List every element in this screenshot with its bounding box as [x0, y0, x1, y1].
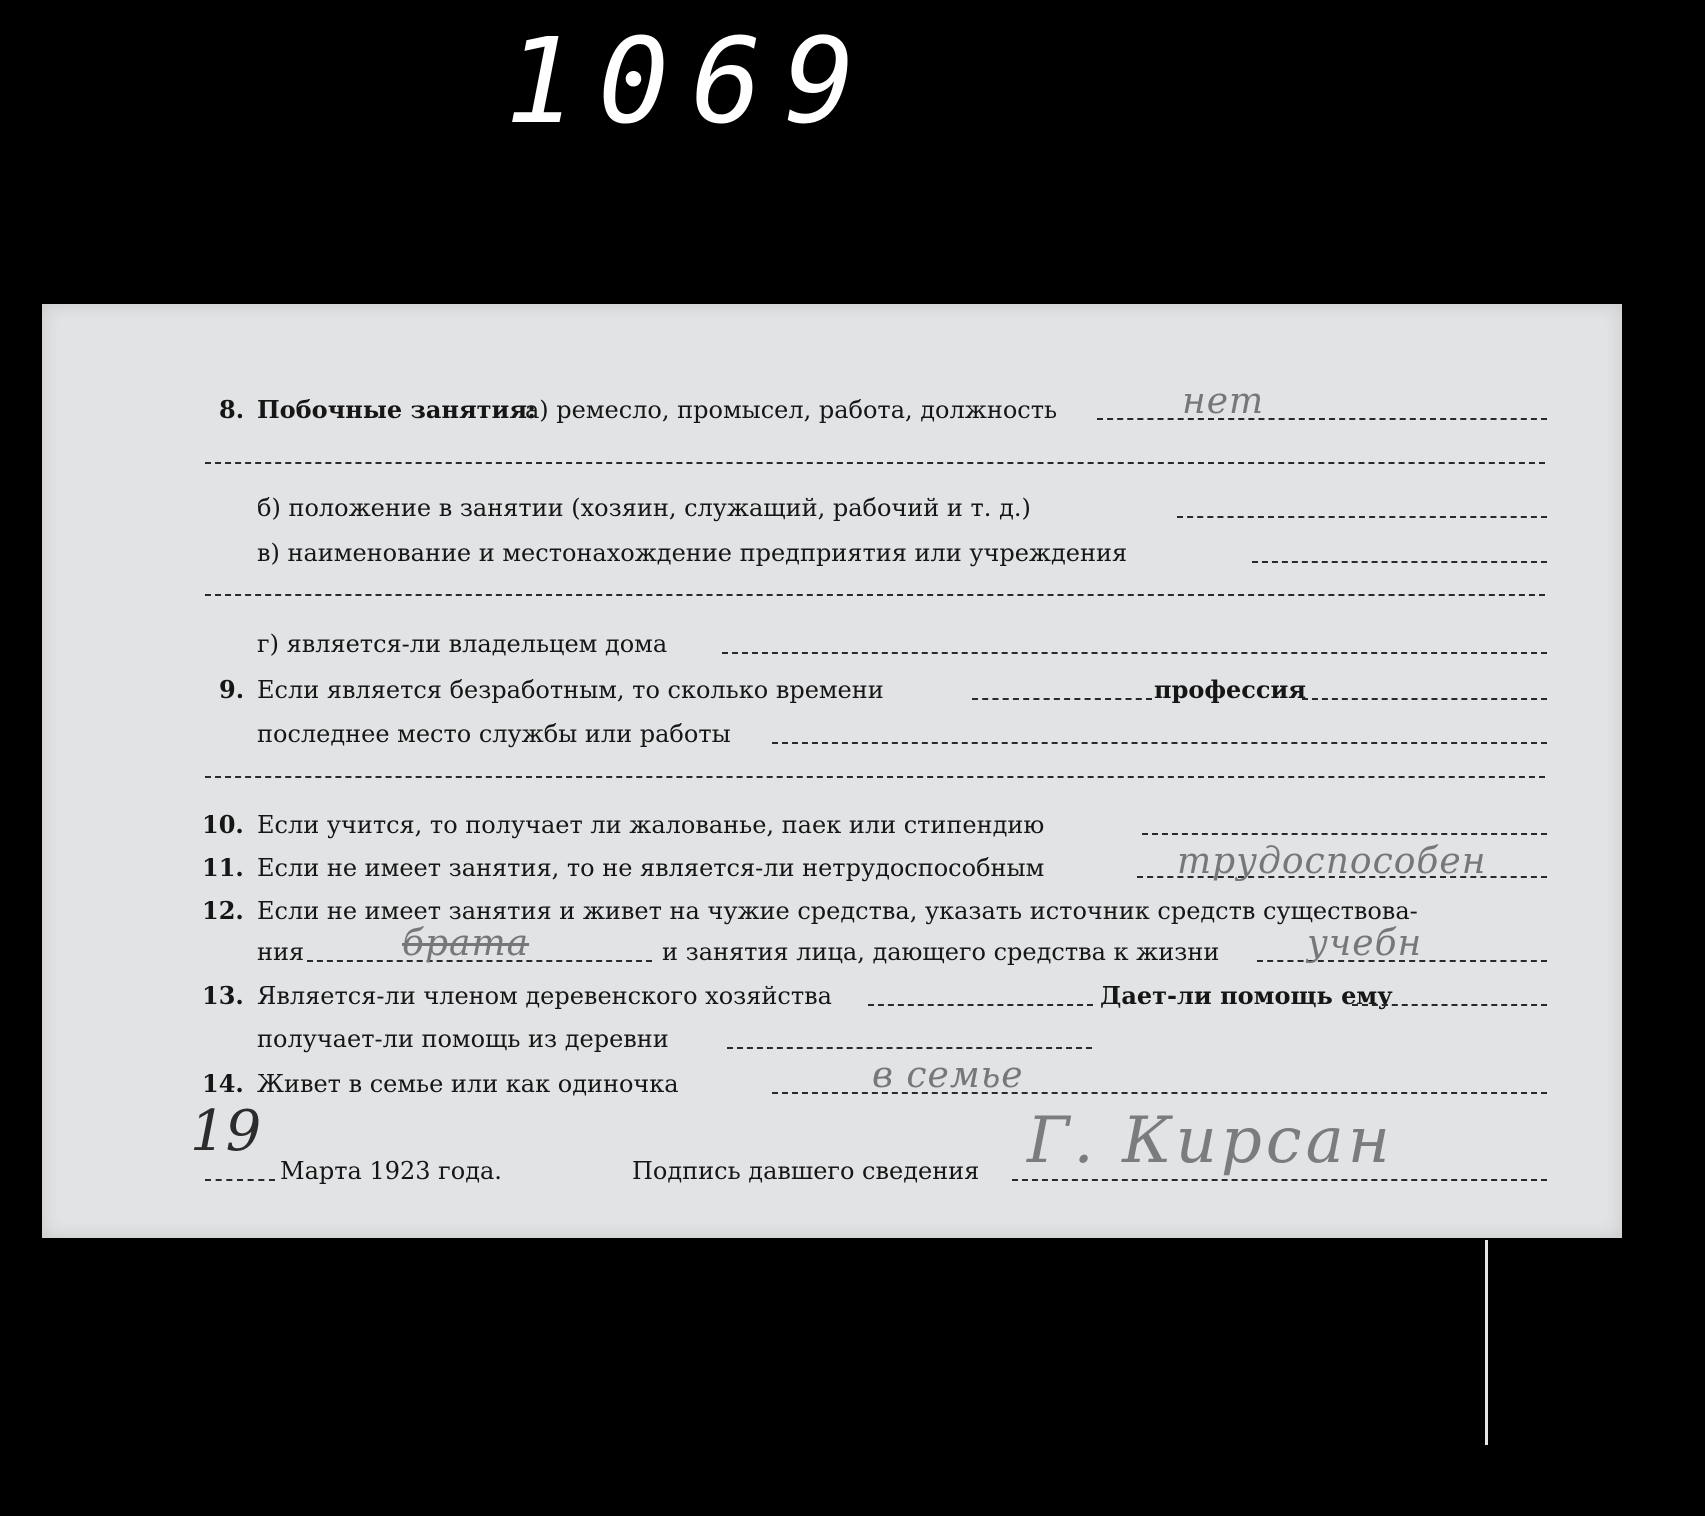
- item-9-text: Если является безработным, то сколько времени: [257, 676, 884, 704]
- continuation-line: [205, 776, 1545, 778]
- item-8b-text: б) положение в занятии (хозяин, служащий, рабочий и т. д.): [257, 494, 1031, 522]
- profession-label: профессия: [1154, 675, 1307, 704]
- item-13-receives-row: [42, 1015, 1622, 1055]
- answer-line: [1097, 418, 1547, 420]
- handwritten-signature: Г. Кирсан: [1027, 1104, 1394, 1178]
- answer-line: [727, 1047, 1092, 1049]
- answer-line: [722, 652, 1547, 654]
- signature-label: Подпись давшего сведения: [632, 1157, 980, 1185]
- handwritten-answer: нет: [1182, 381, 1265, 422]
- day-line: [205, 1179, 275, 1181]
- item-8v-text: в) наименование и местонахождение предприятия или учреждения: [257, 539, 1128, 567]
- continuation-line: [205, 594, 1545, 596]
- handwritten-answer: трудоспособен: [1177, 841, 1487, 882]
- item-8g-row: [42, 620, 1622, 660]
- handwritten-source: брата: [402, 923, 530, 964]
- handwritten-occupation: учебн: [1307, 923, 1423, 964]
- item-14-row: [42, 1055, 1622, 1100]
- item-9-last-place-text: последнее место службы или работы: [257, 720, 731, 748]
- item-8a-row: [42, 381, 1622, 426]
- item-13-row: [42, 972, 1622, 1012]
- item-8b-row: [42, 484, 1622, 524]
- handwritten-day: 19: [190, 1099, 262, 1164]
- item-12-text: Если не имеет занятия и живет на чужие средства, указать источник средств существова-: [257, 897, 1418, 925]
- help-label: Дает-ли помощь ему: [1100, 981, 1393, 1010]
- item-8g-text: г) является-ли владельцем дома: [257, 630, 668, 658]
- answer-line: [1142, 833, 1547, 835]
- item-8-title: Побочные занятия:: [257, 395, 536, 424]
- item-8v-row: [42, 529, 1622, 569]
- item-number: 9.: [219, 675, 245, 704]
- item-8a-text: а) ремесло, промысел, работа, должность: [525, 396, 1058, 424]
- frame-number: 1069: [505, 12, 878, 150]
- item-9-last-place-row: [42, 710, 1622, 750]
- item-10-text: Если учится, то получает ли жалованье, паек или стипендию: [257, 811, 1045, 839]
- continuation-line: [205, 462, 1545, 464]
- date-text: Марта 1923 года.: [280, 1157, 502, 1185]
- item-12-text-cont: ния: [257, 938, 305, 966]
- answer-line: [1177, 516, 1547, 518]
- answer-line: [868, 1004, 1093, 1006]
- item-number: 12.: [202, 896, 244, 925]
- item-number: 14.: [202, 1069, 244, 1098]
- film-edge-line: [1485, 1240, 1488, 1445]
- occupation-label: и занятия лица, дающего средства к жизни: [662, 938, 1220, 966]
- handwritten-answer: в семье: [872, 1055, 1024, 1096]
- item-number: 11.: [202, 853, 244, 882]
- questionnaire-card: [42, 304, 1622, 1238]
- item-12-cont-row: [42, 923, 1622, 968]
- answer-line: [1352, 1004, 1547, 1006]
- item-14-text: Живет в семье или как одиночка: [257, 1070, 679, 1098]
- item-13-receives-text: получает-ли помощь из деревни: [257, 1025, 669, 1053]
- answer-line: [972, 698, 1152, 700]
- item-10-row: [42, 801, 1622, 841]
- answer-line: [1252, 561, 1547, 563]
- item-11-row: [42, 841, 1622, 884]
- answer-line: [1302, 698, 1547, 700]
- answer-line: [772, 742, 1547, 744]
- item-12-row: [42, 887, 1622, 927]
- item-11-text: Если не имеет занятия, то не является-ли нетрудоспособным: [257, 854, 1045, 882]
- item-number: 8.: [219, 395, 245, 424]
- item-number: 13.: [202, 981, 244, 1010]
- item-9-row: [42, 666, 1622, 706]
- item-number: 10.: [202, 810, 244, 839]
- signature-line: [1012, 1179, 1547, 1181]
- item-13-text: Является-ли членом деревенского хозяйства: [257, 982, 832, 1010]
